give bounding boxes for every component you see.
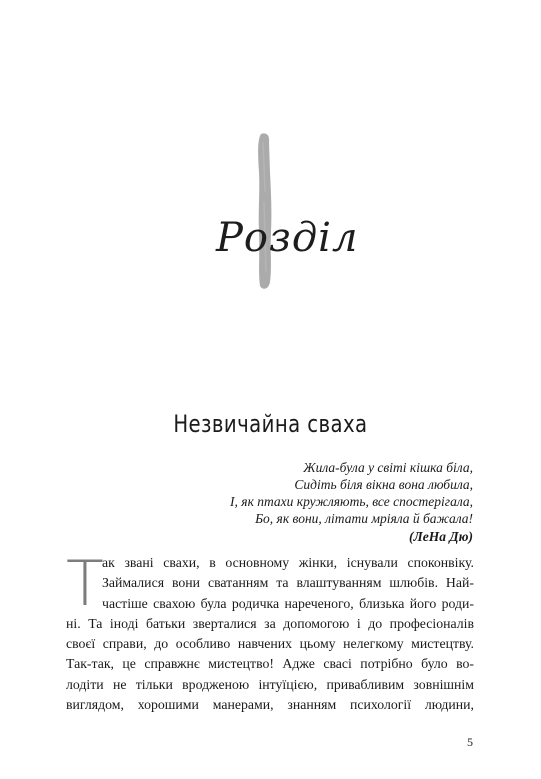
body-line: Так-так, це справжнє мистецтво! Адже свасі потрібно було во- xyxy=(66,656,474,672)
body-line: ні. Та іноді батьки зверталися за допомогою і до професіоналів xyxy=(66,615,474,631)
epigraph-line: І, як птахи кружляють, все спостерігала, xyxy=(230,494,473,509)
page-number: 5 xyxy=(467,735,473,749)
chapter-title: Розділ xyxy=(216,215,359,261)
body-line: частіше свахою була родичка нареченого, близька його роди- xyxy=(102,595,474,611)
epigraph-author: (ЛеНа Дю) xyxy=(409,529,473,544)
epigraph-line: Бо, як вони, літати мріяла й бажала! xyxy=(255,511,473,526)
epigraph-line: Жила-була у світі кішка біла, xyxy=(303,460,473,475)
drop-cap: Т xyxy=(66,547,104,620)
body-line: Займалися вони сватанням та влаштуванням шлюбів. Най- xyxy=(102,575,474,591)
body-line: виглядом, хорошими манерами, знанням психології людини, xyxy=(66,697,474,713)
body-line: ак звані свахи, в основному жінки, існували споконвіку. xyxy=(102,555,474,570)
epigraph-line: Сидіть біля вікна вона любила, xyxy=(294,477,473,492)
body-line: своєї справи, до особливо навчених цьому нелегкому мистецтву. xyxy=(66,636,474,652)
body-text xyxy=(66,547,474,715)
body-line: лодіти не тільки вродженою інтуїцією, привабливим зовнішнім xyxy=(66,676,474,692)
section-title: Незвичайна сваха xyxy=(173,410,368,438)
epigraph xyxy=(153,459,473,545)
